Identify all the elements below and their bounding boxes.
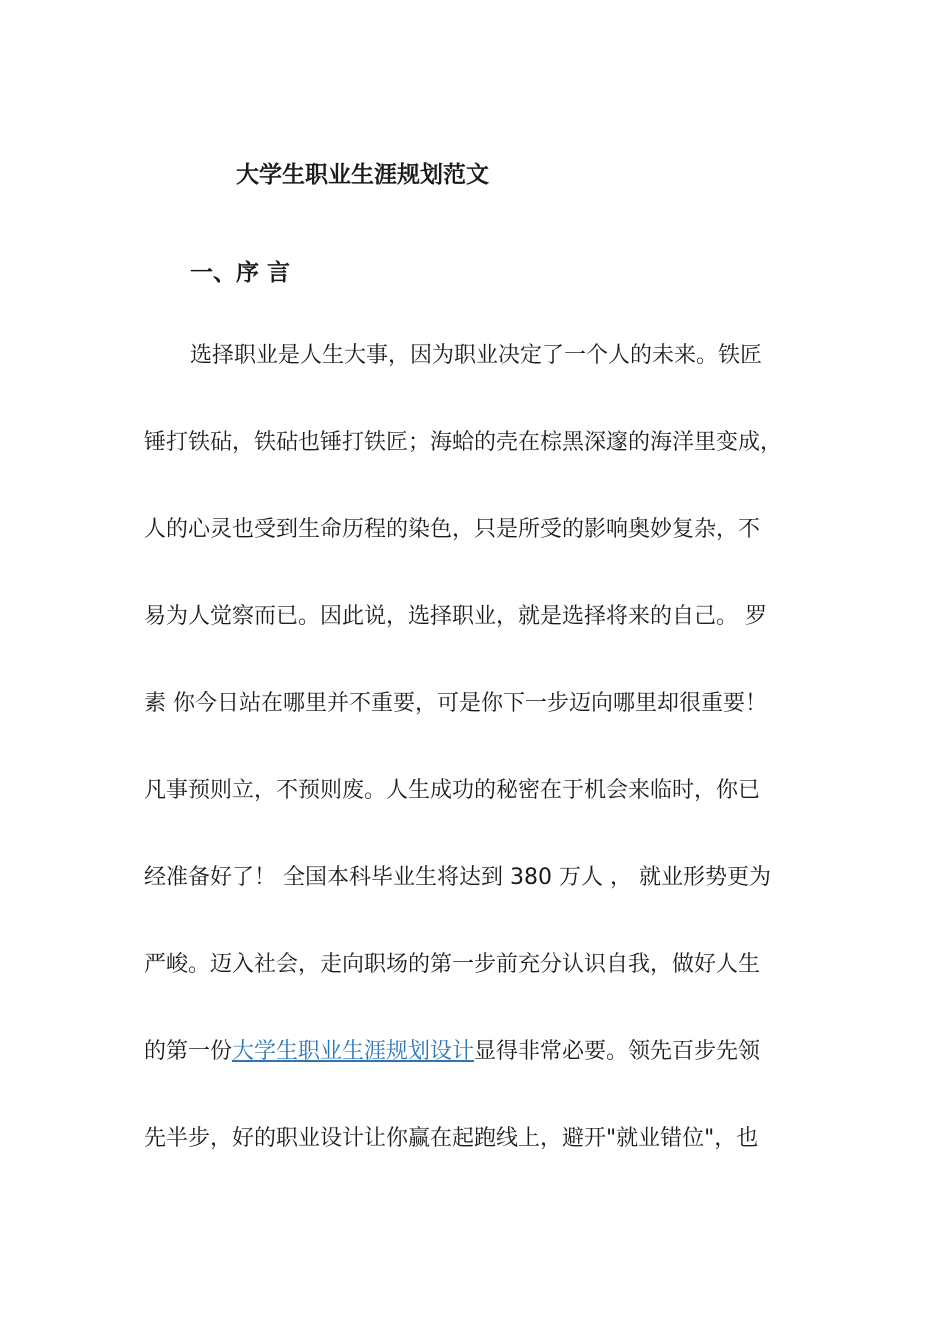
paragraph-line: 凡事预则立，不预则废。人生成功的秘密在于机会来临时，你已 (144, 778, 761, 803)
paragraph-line: 易为人觉察而已。因此说，选择职业，就是选择将来的自己。 罗 (144, 604, 767, 629)
paragraph-line-with-link (144, 1037, 760, 1067)
paragraph-line: 严峻。迈入社会，走向职场的第一步前充分认识自我，做好人生 (144, 952, 761, 977)
paragraph-line: 素 你今日站在哪里并不重要，可是你下一步迈向哪里却很重要！ (144, 691, 767, 716)
paragraph-line: 锤打铁砧，铁砧也锤打铁匠；海蛤的壳在棕黑深邃的海洋里变成， (144, 430, 783, 455)
section-heading: 一、序 言 (190, 260, 291, 286)
link-line-after-text: 显得非常必要。领先百步先领 (474, 1039, 761, 1064)
paragraph-line: 选择职业是人生大事，因为职业决定了一个人的未来。铁匠 (190, 343, 763, 368)
paragraph-line: 人的心灵也受到生命历程的染色，只是所受的影响奥妙复杂，不 (144, 517, 761, 542)
paragraph-line: 经准备好了！ 全国本科毕业生将达到 380 万人 ， 就业形势更为 (144, 865, 771, 890)
paragraph-line: 先半步，好的职业设计让你赢在起跑线上，避开"就业错位"，也 (144, 1126, 759, 1151)
link-line-before-text: 的第一份 (144, 1039, 233, 1064)
career-planning-link[interactable]: 大学生职业生涯规划设计 (232, 1039, 475, 1064)
document-title: 大学生职业生涯规划范文 (236, 162, 489, 188)
